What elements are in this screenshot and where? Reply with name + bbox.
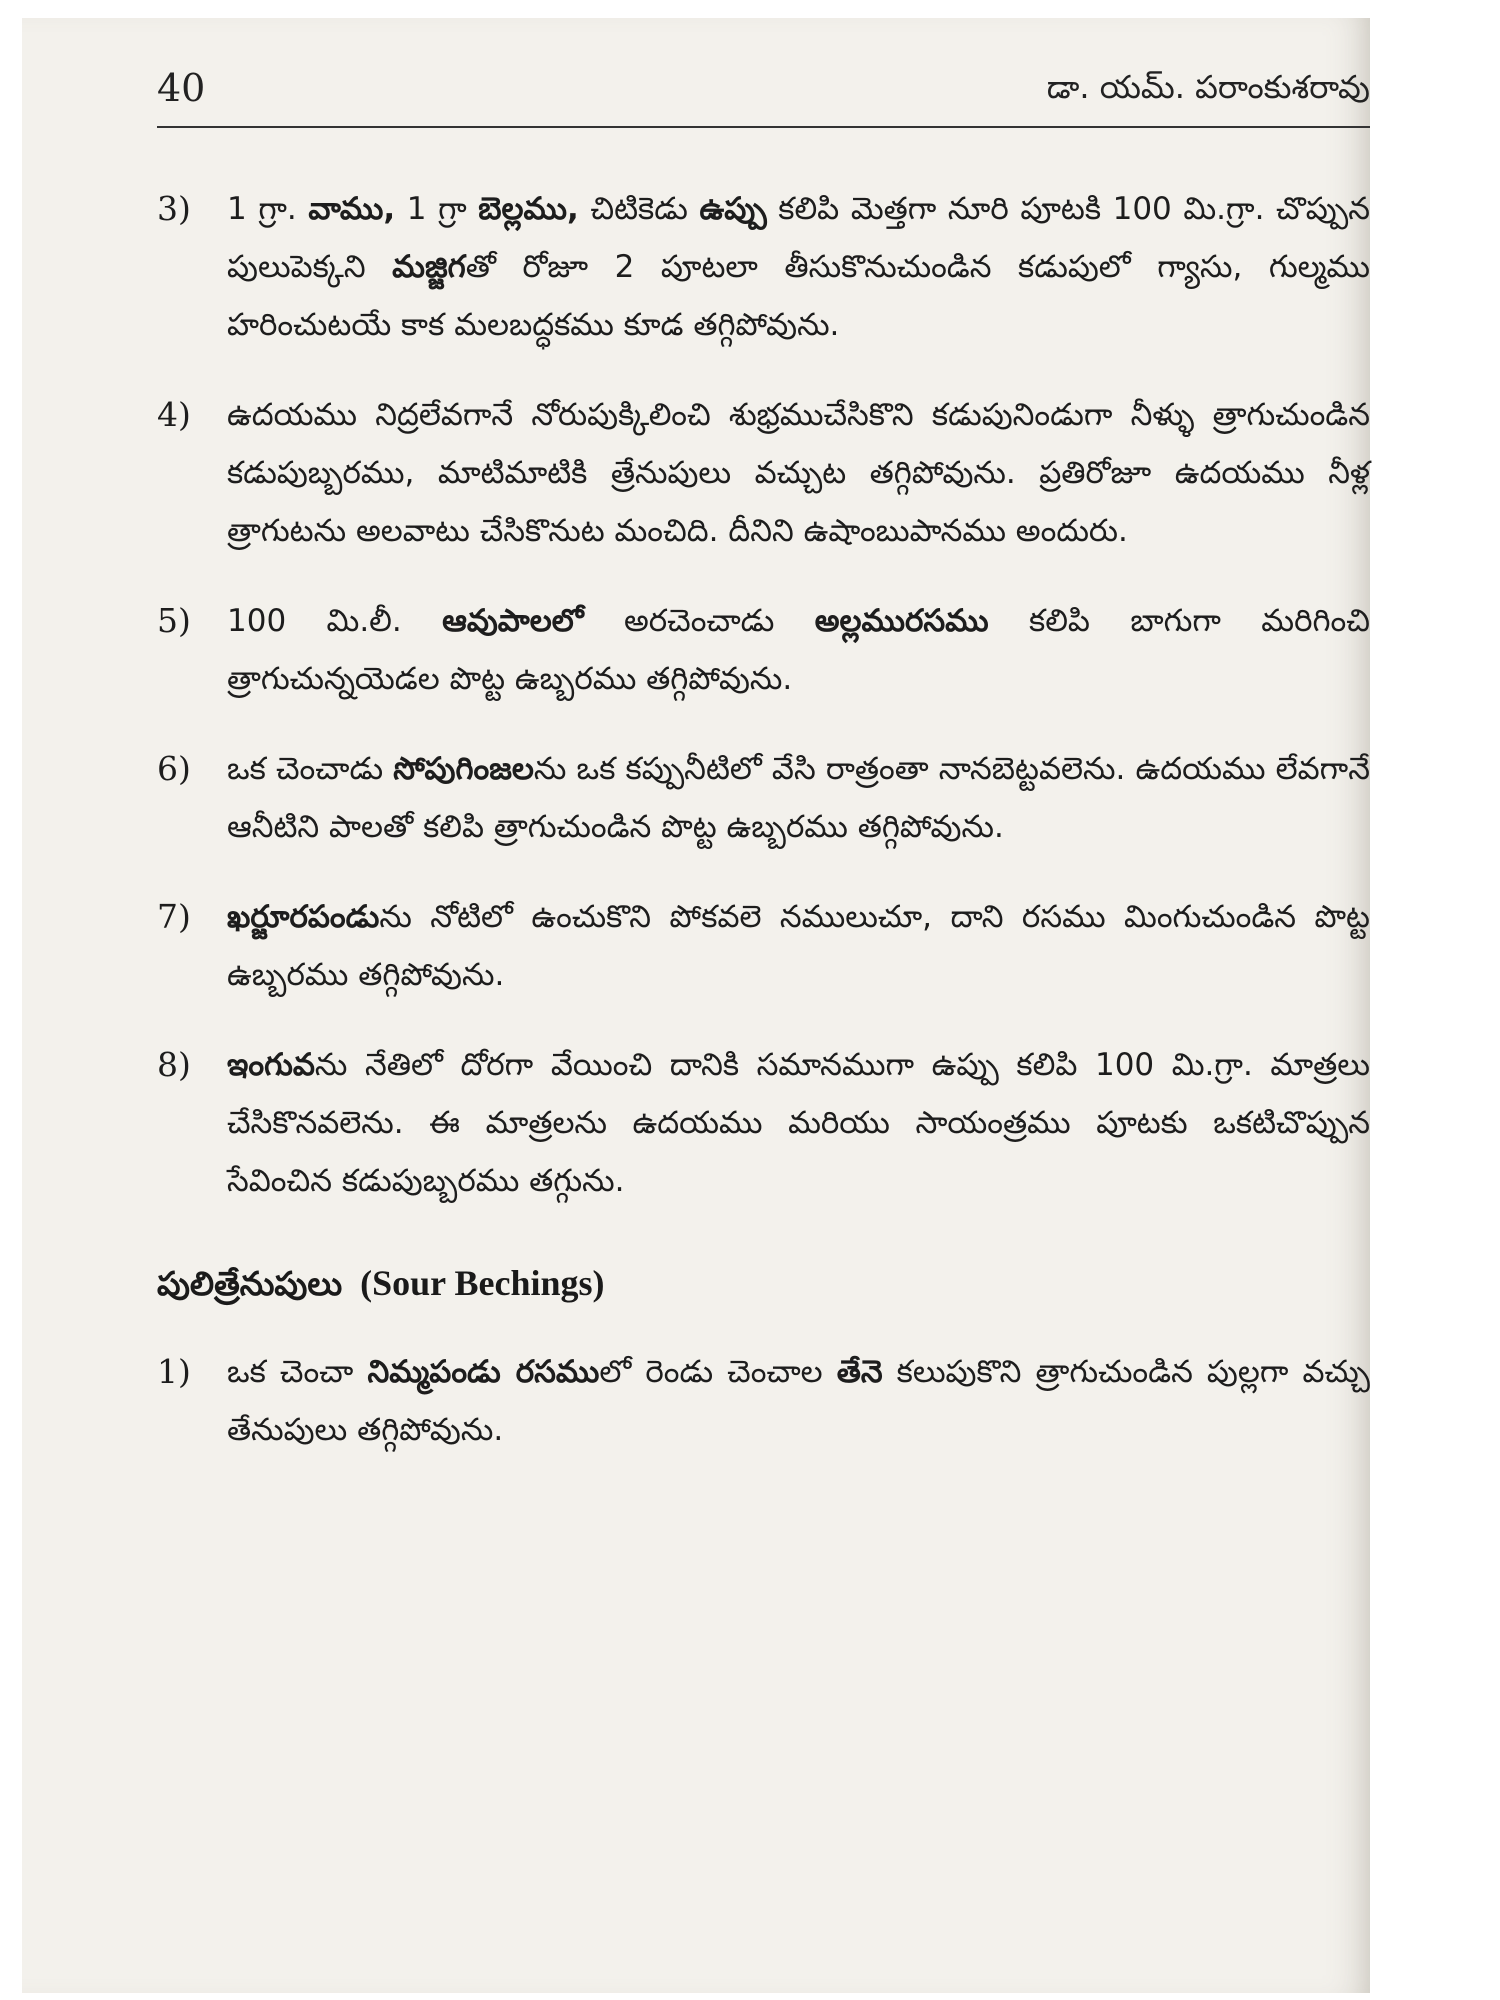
bold-term: ఉప్పు [699,191,767,227]
item-text: తో రోజూ 2 పూటలా తీసుకొనుచుండిన కడుపులో గ్యాసు, గుల్మము హరించుటయే కాక మలబద్ధకము కూడ తగ్గిపోవును. [227,249,1370,343]
bold-term: వాము, [308,191,396,227]
section-remedy-list [157,1343,1370,1459]
list-item [157,386,1370,560]
bold-term: అల్లమురసము [814,603,989,639]
item-text: కలిపి బాగుగా మరిగించి త్రాగుచున్నయెడల పొట్ట ఉబ్బరము తగ్గిపోవును. [227,603,1370,697]
item-text: కలుపుకొని త్రాగుచుండిన పుల్లగా వచ్చు తేనుపులు తగ్గిపోవును. [227,1354,1370,1448]
item-text: 1 గ్రా. [227,191,309,227]
item-number: 4) [157,395,191,434]
bold-term: సోపుగింజల [393,751,534,787]
item-text: ను నేతిలో దోరగా వేయించి దానికి సమానముగా ఉప్పు కలిపి 100 మి.గ్రా. మాత్రలు చేసికొనవలెను. ఈ మాత్రలను ఉదయము మరియు సాయంత్రము పూటకు ఒకటిచొప్పున సేవించిన కడుపుబ్బరము తగ్గును. [227,1047,1370,1199]
bold-term: తేనె [836,1354,883,1390]
list-item [157,740,1370,856]
item-number: 8) [157,1045,191,1084]
running-title: డా. యమ్. పరాంకుశరావు [1046,68,1370,106]
bold-term: ఖర్జూరపండు [227,899,380,935]
remedy-list [157,180,1370,1210]
item-number: 7) [157,897,191,936]
item-number: 5) [157,601,191,640]
item-text: ను ఒక కప్పునీటిలో వేసి రాత్రంతా నానబెట్టవలెను. ఉదయము లేవగానే ఆనీటిని పాలతో కలిపి త్రాగుచుండిన పొట్ట ఉబ్బరము తగ్గిపోవును. [227,751,1370,845]
bold-term: ఆవుపాలలో [442,603,584,639]
section-title [157,1254,1370,1313]
item-text: ను నోటిలో ఉంచుకొని పోకవలె నములుచూ, దాని రసము మింగుచుండిన పొట్ట ఉబ్బరము తగ్గిపోవును. [227,899,1370,993]
page-content [157,180,1370,1491]
item-text: ఒక చెంచా [227,1354,368,1390]
list-item [157,180,1370,354]
list-item [157,888,1370,1004]
list-item [157,1036,1370,1210]
item-number: 6) [157,749,191,788]
section-title-english: (Sour Bechings) [360,1263,605,1303]
bold-term: ఇంగువ [227,1047,315,1083]
item-number: 1) [157,1352,191,1391]
item-text: చిటికెడు [578,191,700,227]
item-text: ఉదయము నిద్రలేవగానే నోరుపుక్కిలించి శుభ్రముచేసికొని కడుపునిండుగా నీళ్ళు త్రాగుచుండిన కడుపుబ్బరము, మాటిమాటికి త్రేనుపులు వచ్చుట తగ్గిపోవును. ప్రతిరోజూ ఉదయము నీళ్ల త్రాగుటను అలవాటు చేసికొనుట మంచిది. దీనిని ఉషాంబుపానము అందురు. [227,397,1370,549]
page-header [157,66,1370,126]
item-text: 1 గ్రా [395,191,479,227]
list-item [157,592,1370,708]
section-title-telugu: పులిత్రేనుపులు [157,1264,343,1303]
bold-term: మజ్జిగ [392,249,466,285]
item-text: ఒక చెంచాడు [227,751,394,787]
item-text: 100 మి.లీ. [227,603,443,639]
item-text: అరచెంచాడు [583,603,815,639]
bold-term: బెల్లము, [478,191,579,227]
list-item [157,1343,1370,1459]
header-rule [157,126,1370,128]
item-text: కలిపి మెత్తగా నూరి పూటకి 100 మి.గ్రా. చొప్పున పులుపెక్కని [227,191,1371,285]
page-number: 40 [157,66,206,110]
bold-term: నిమ్మపండు రసము [367,1354,600,1390]
item-text: లో రెండు చెంచాల [599,1354,837,1390]
item-number: 3) [157,189,191,228]
